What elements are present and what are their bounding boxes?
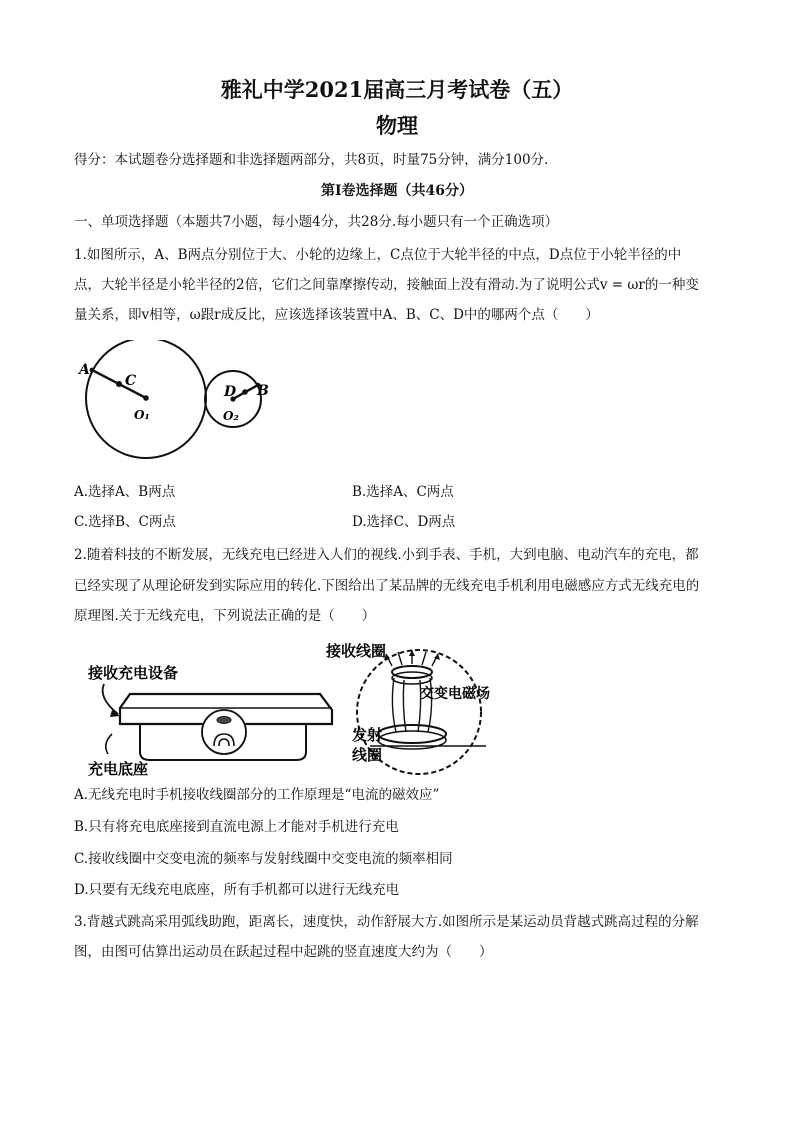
part-intro: 一、单项选择题（本题共7小题，每小题4分，共28分.每小题只有一个正确选项） bbox=[74, 214, 559, 230]
label-d: D bbox=[224, 384, 237, 400]
receive-coil-mark bbox=[217, 717, 231, 724]
q1-line-2: 点，大轮半径是小轮半径的2倍，它们之间靠摩擦传动，接触面上没有滑动.为了说明公式v = ωr的一种变 bbox=[74, 277, 699, 293]
q2-line-1: 2.随着科技的不断发展，无线充电已经进入人们的视线.小到手表、手机，大到电脑、电动汽车的充电，都 bbox=[74, 547, 699, 563]
label-b: B bbox=[257, 383, 269, 399]
exam-info: 得分：本试题卷分选择题和非选择题两部分，共8页，时量75分钟，满分100分. bbox=[74, 152, 549, 168]
q1-option-c[interactable]: C.选择B、C两点 bbox=[74, 514, 176, 530]
label-o1: O₁ bbox=[134, 408, 150, 422]
q2-option-c[interactable]: C.接收线圈中交变电流的频率与发射线圈中交变电流的频率相同 bbox=[74, 851, 453, 867]
q3-line-1: 3.背越式跳高采用弧线助跑，距离长，速度快，动作舒展大方.如图所示是某运动员背越式跳高过程的分解 bbox=[74, 914, 699, 930]
label-c: C bbox=[125, 373, 137, 389]
subject-title: 物理 bbox=[376, 113, 418, 138]
transmit-coil-label-1: 发射 bbox=[352, 726, 383, 744]
q1-option-a[interactable]: A.选择A、B两点 bbox=[74, 484, 176, 500]
q2-option-d[interactable]: D.只要有无线充电底座，所有手机都可以进行无线充电 bbox=[74, 882, 400, 898]
section-heading: 第Ⅰ卷选择题（共46分） bbox=[320, 183, 474, 199]
base-pointer bbox=[106, 734, 112, 754]
transmit-coil-label-2: 线圈 bbox=[352, 746, 383, 764]
q2-line-2: 已经实现了从理论研发到实际应用的转化.下图给出了某品牌的无线充电手机利用电磁感应方式无线充电的 bbox=[74, 578, 700, 594]
exam-title: 雅礼中学2021届高三月考试卷（五） bbox=[220, 77, 574, 102]
label-o2: O₂ bbox=[223, 409, 239, 423]
q1-line-1: 1.如图所示，A、B两点分别位于大、小轮的边缘上，C点位于大轮半径的中点，D点位于小轮半径的中 bbox=[74, 247, 682, 263]
point-d bbox=[242, 389, 248, 395]
q2-option-a[interactable]: A.无线充电时手机接收线圈部分的工作原理是“电流的磁效应” bbox=[74, 787, 440, 803]
q2-option-b[interactable]: B.只有将充电底座接到直流电源上才能对手机进行充电 bbox=[74, 819, 399, 835]
q1-line-3: 量关系，即v相等，ω跟r成反比，应该选择该装置中A、B、C、D中的哪两个点（ ） bbox=[74, 307, 599, 323]
q1-option-d[interactable]: D.选择C、D两点 bbox=[352, 514, 456, 530]
point-o1 bbox=[143, 395, 149, 401]
q1-option-b[interactable]: B.选择A、C两点 bbox=[352, 484, 454, 500]
ac-field-label: 交变电磁场 bbox=[420, 686, 490, 702]
q2-wireless-charging-figure bbox=[74, 636, 494, 781]
q2-line-3: 原理图.关于无线充电，下列说法正确的是（ ） bbox=[74, 608, 376, 624]
point-c bbox=[116, 381, 122, 387]
receiver-pointer bbox=[103, 684, 118, 714]
label-a: A bbox=[79, 362, 90, 378]
point-a bbox=[90, 368, 95, 373]
q1-wheel-figure bbox=[72, 340, 282, 475]
q3-line-2: 图，由图可估算出运动员在跃起过程中起跳的竖直速度大约为（ ） bbox=[74, 944, 493, 960]
receive-coil-label: 接收线圈 bbox=[326, 642, 387, 660]
charging-base-label: 充电底座 bbox=[88, 760, 149, 778]
receiver-device-label: 接收充电设备 bbox=[88, 664, 179, 682]
